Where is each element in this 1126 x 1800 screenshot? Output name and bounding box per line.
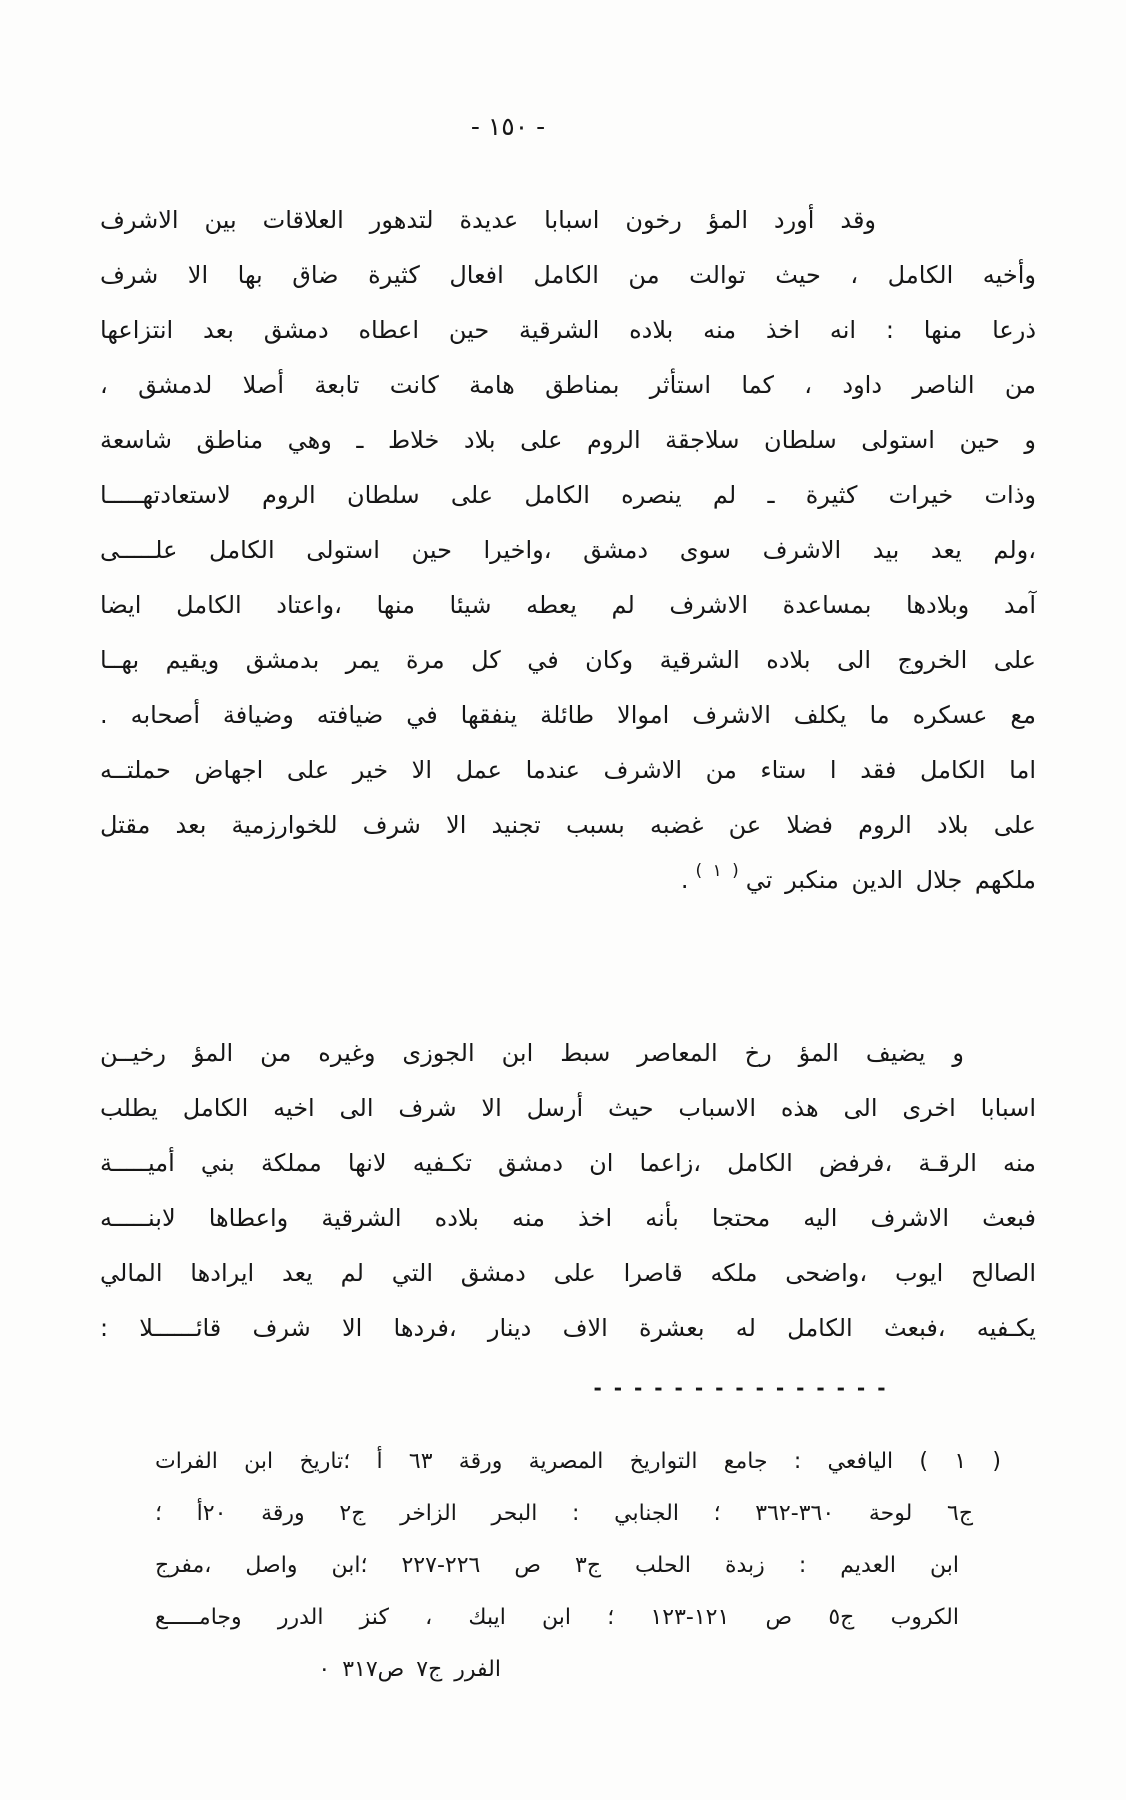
paragraph-3 (100, 1026, 1036, 1356)
footnote-line: ج٦ لوحة ٣٦٠-٣٦٢ ؛ الجنابي : البحر الزاخر ج٢ ورقة ٢٠أ ؛ (155, 1501, 974, 1526)
text-line: وذات خيرات كثيرة ـ لم ينصره الكامل على سلطان الروم لاستعادتهـــــا (100, 481, 1036, 509)
footnotes (155, 1436, 1001, 1696)
text-line: على بلاد الروم فضلا عن غضبه بسبب تجنيد الا شرف للخوارزمية بعد مقتل (100, 811, 1036, 839)
footnote-separator: - - - - - - - - - - - - - - - (593, 1376, 888, 1400)
text-line: ذرعا منها : انه اخذ منه بلاده الشرقية حين اعطاه دمشق بعد انتزاعها (100, 316, 1036, 344)
footnote-line: ابن العديم : زبدة الحلب ج٣ ص ٢٢٦-٢٢٧ ؛ابن واصل ،مفرج (155, 1553, 960, 1578)
text-line: وأخيه الكامل ، حيث توالت من الكامل افعال كثيرة ضاق بها الا شرف (100, 261, 1036, 289)
text-line: و يضيف المؤ رخ المعاصر سبط ابن الجوزى وغيره من المؤ رخيــن (100, 1039, 964, 1067)
text-line (100, 853, 1036, 908)
text-line: الصالح ايوب ،واضحى ملكه قاصرا على دمشق التي لم يعد ايرادها المالي (100, 1259, 1036, 1287)
text-line: من الناصر داود ، كما استأثر بمناطق هامة كانت تابعة أصلا لدمشق ، (100, 371, 1036, 399)
text-line: آمد وبلادها بمساعدة الاشرف لم يعطه شيئا منها ،واعتاد الكامل ايضا (100, 591, 1036, 619)
body-text (100, 193, 1036, 1356)
footnote-line: الفرر ج٧ ص٣١٧ ٠ (318, 1657, 501, 1682)
text-line: وقد أورد المؤ رخون اسبابا عديدة لتدهور العلاقات بين الاشرف (100, 206, 876, 234)
text-line: مع عسكره ما يكلف الاشرف اموالا طائلة ينفقها في ضيافته وضيافة أصحابه . (100, 701, 1036, 729)
text-line: اسبابا اخرى الى هذه الاسباب حيث أرسل الا شرف الى اخيه الكامل يطلب (100, 1094, 1036, 1122)
line-text: ملكهم جلال الدين منكبر تي (745, 866, 1036, 894)
paragraph-2 (100, 743, 1036, 908)
paragraph-1 (100, 193, 1036, 743)
text-line: ،ولم يعد بيد الاشرف سوى دمشق ،واخيرا حين استولى الكامل علـــــى (100, 536, 1036, 564)
footnote-line: الكروب ج٥ ص ١٢١-١٢٣ ؛ ابن ايبك ، كنز الدرر وجامـــــع (155, 1605, 960, 1630)
text-line: منه الرقـة ،فرفض الكامل ،زاعما ان دمشق تكـفيه لانها مملكة بني أميـــــة (100, 1149, 1036, 1177)
sentence-end: . (680, 866, 689, 894)
text-line: فبعث الاشرف اليه محتجا بأنه اخذ منه بلاده الشرقية واعطاها لابنـــــه (100, 1204, 1036, 1232)
text-line: على الخروج الى بلاده الشرقية وكان في كل مرة يمر بدمشق ويقيم بهــا (100, 646, 1036, 674)
text-line: و حين استولى سلطان سلاجقة الروم على بلاد خلاط ـ وهي مناطق شاسعة (100, 426, 1036, 454)
footnote-line: ( ١ ) اليافعي : جامع التواريخ المصرية ورقة ٦٣ أ ؛تاريخ ابن الفرات (155, 1449, 1002, 1474)
page-number: - ١٥٠ - (470, 112, 546, 141)
footnote-ref-marker: ( ١ ) (695, 861, 739, 881)
text-line: اما الكامل فقد ا ستاء من الاشرف عندما عمل الا خير على اجهاض حملتــه (100, 756, 1036, 784)
text-line: يكـفيه ،فبعث الكامل له بعشرة الاف دينار ،فردها الا شرف قائــــــلا : (100, 1314, 1036, 1342)
